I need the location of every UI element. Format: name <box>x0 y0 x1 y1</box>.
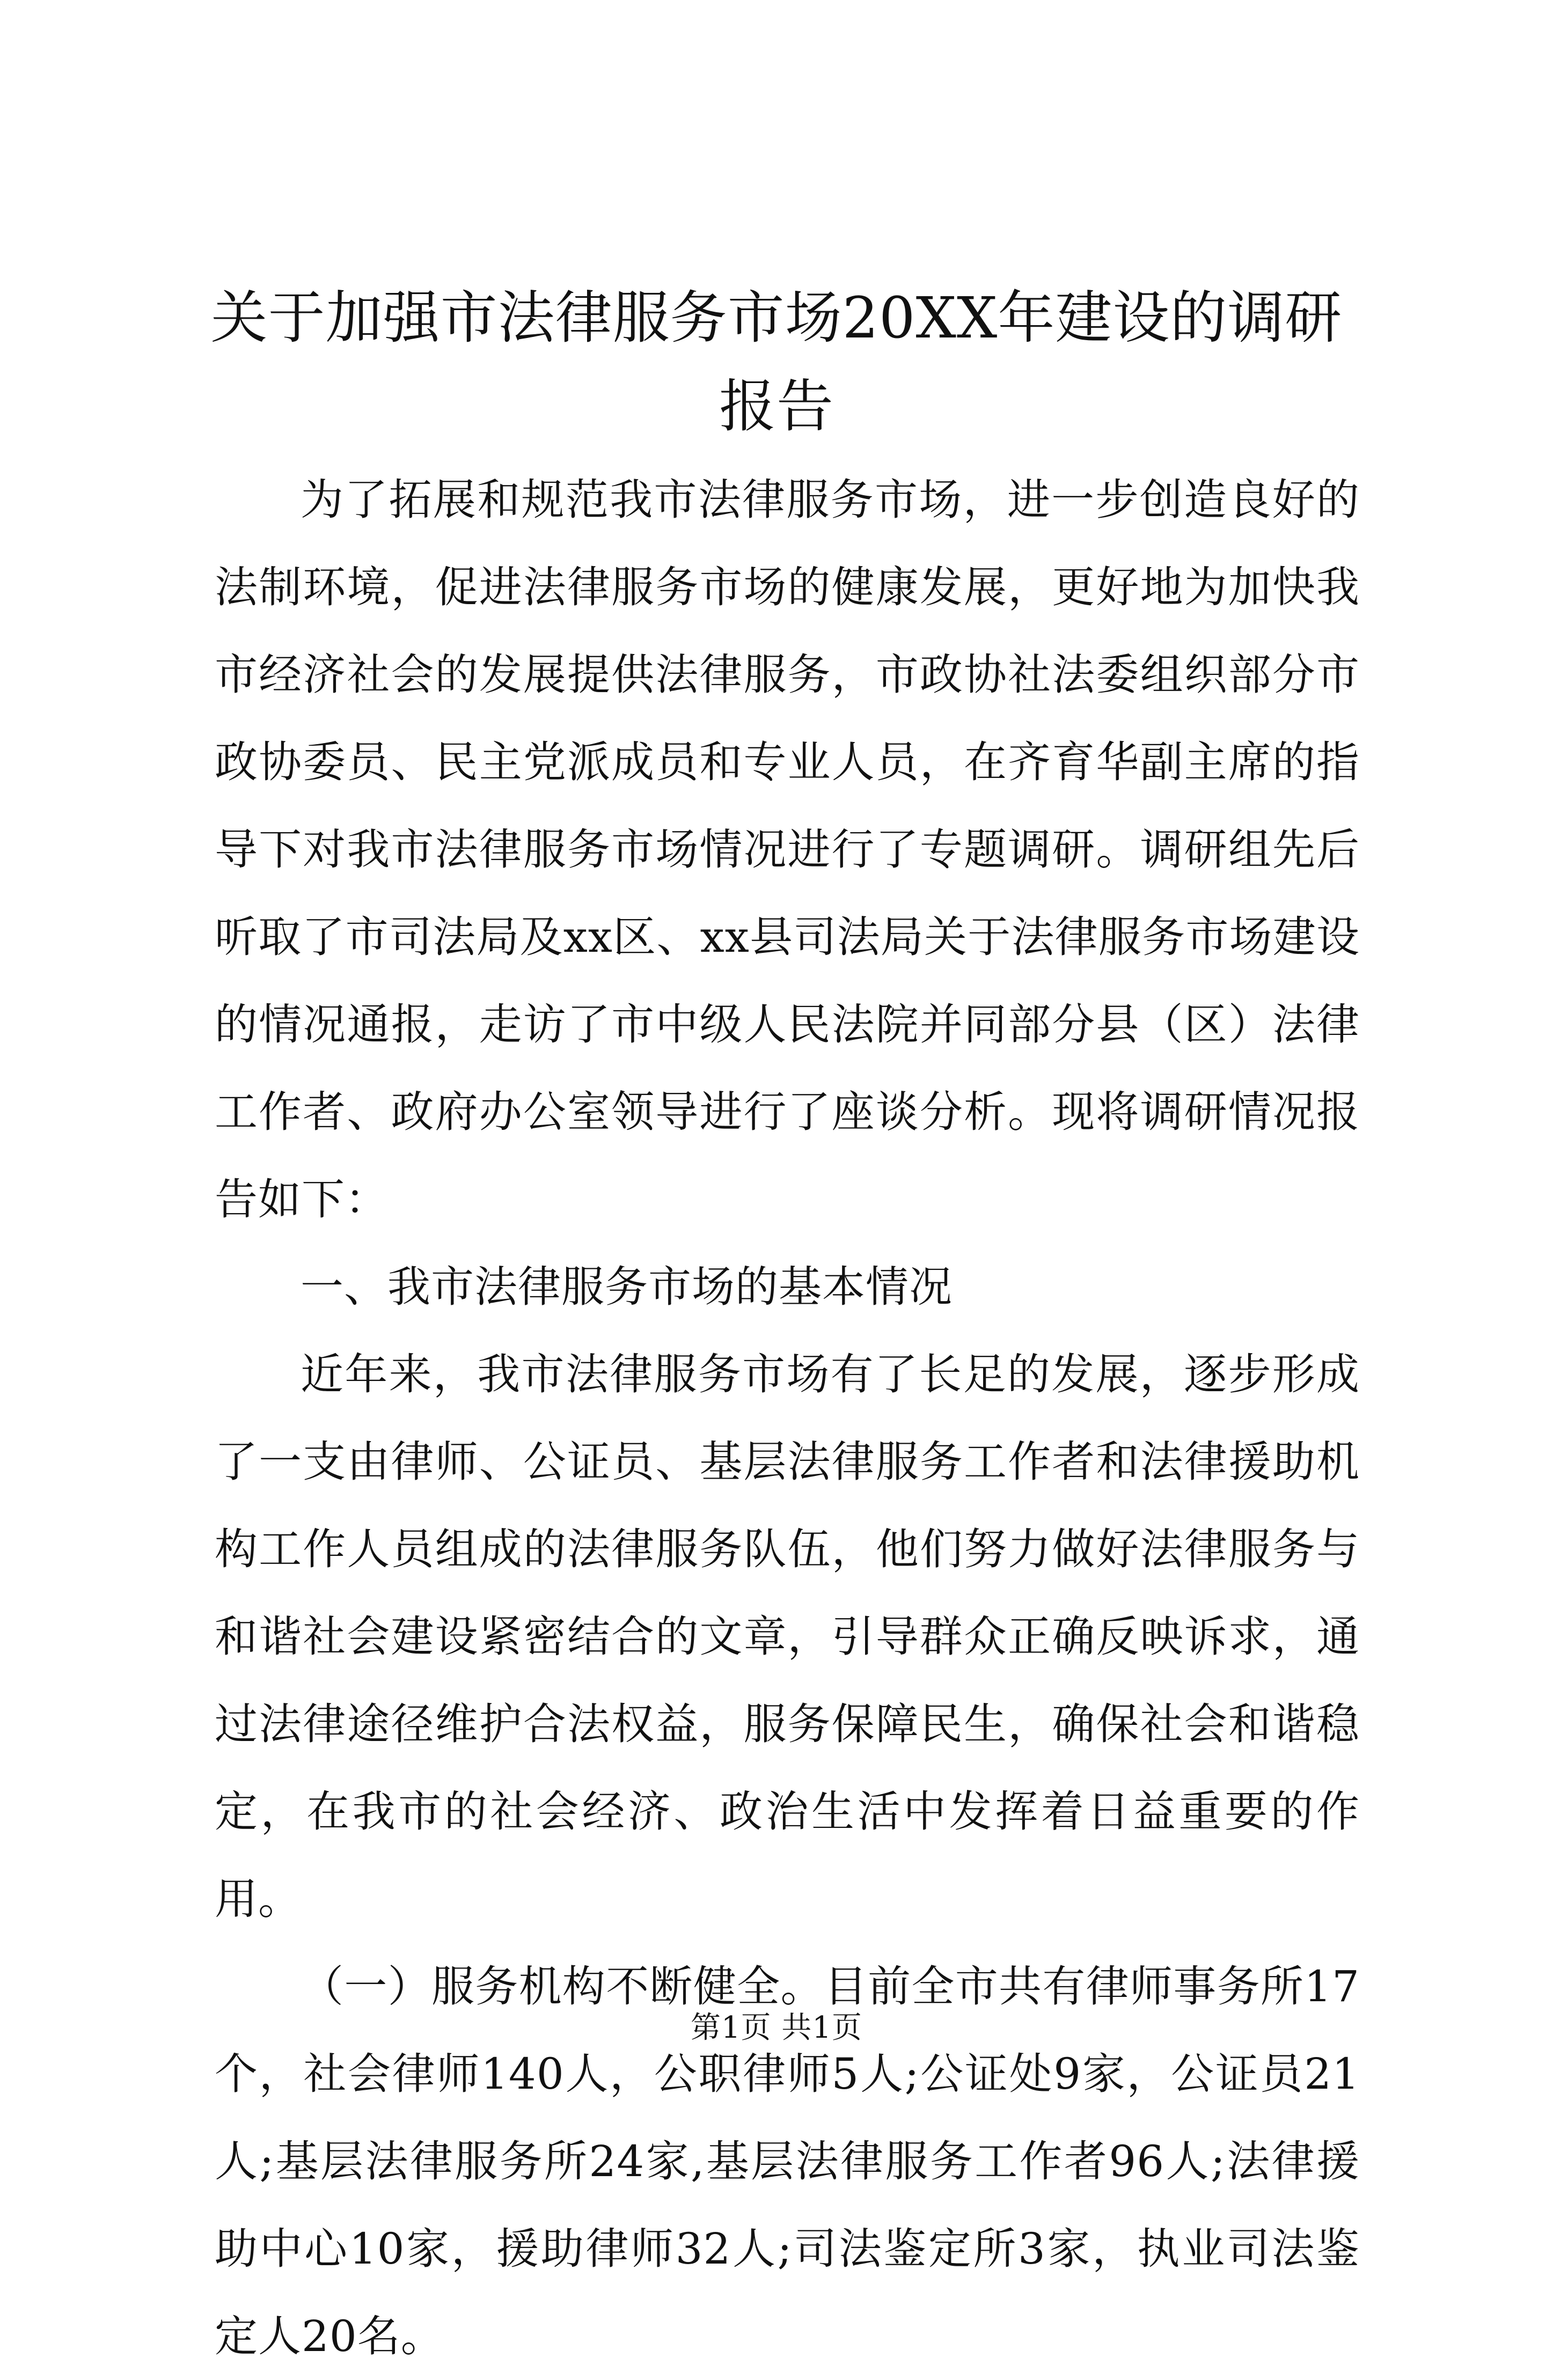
section-heading: 一、我市法律服务市场的基本情况 <box>301 1262 953 1312</box>
title-line-1: 关于加强市法律服务市场20XX年建设的调研 <box>210 285 1343 351</box>
intro-paragraph: 为了拓展和规范我市法律服务市场，进一步创造良好的法制环境，促进法律服务市场的健康发展，更好地为加快我市经济社会的发展提供法律服务，市政协社法委组织部分市政协委员、民主党派成员和专业人员，在齐育华副主席的指导下对我市法律服务市场情况进行了专题调研。调研组先后听取了市司法局及xx区、xx县司法局关于法律服务市场建设的情况通报，走访了市中级人民法院并同部分县（区）法律工作者、政府办公室领导进行了座谈分析。现将调研情况报告如下： <box>215 475 1360 1224</box>
page-footer: 第1页 共1页 <box>690 2010 863 2045</box>
document-body <box>215 456 1360 2380</box>
subsection-paragraph: （一）服务机构不断健全。目前全市共有律师事务所17个，社会律师140人，公职律师5人;公证处9家，公证员21人;基层法律服务所24家,基层法律服务工作者96人;法律援助中心10家，援助律师32人;司法鉴定所3家，执业司法鉴定人20名。 <box>215 1962 1360 2361</box>
title-line-2: 报告 <box>719 373 834 439</box>
body-paragraph: 近年来，我市法律服务市场有了长足的发展，逐步形成了一支由律师、公证员、基层法律服务工作者和法律援助机构工作人员组成的法律服务队伍，他们努力做好法律服务与和谐社会建设紧密结合的文章，引导群众正确反映诉求，通过法律途径维护合法权益，服务保障民生，确保社会和谐稳定，在我市的社会经济、政治生活中发挥着日益重要的作用。 <box>215 1349 1360 1924</box>
document-title <box>193 274 1360 451</box>
